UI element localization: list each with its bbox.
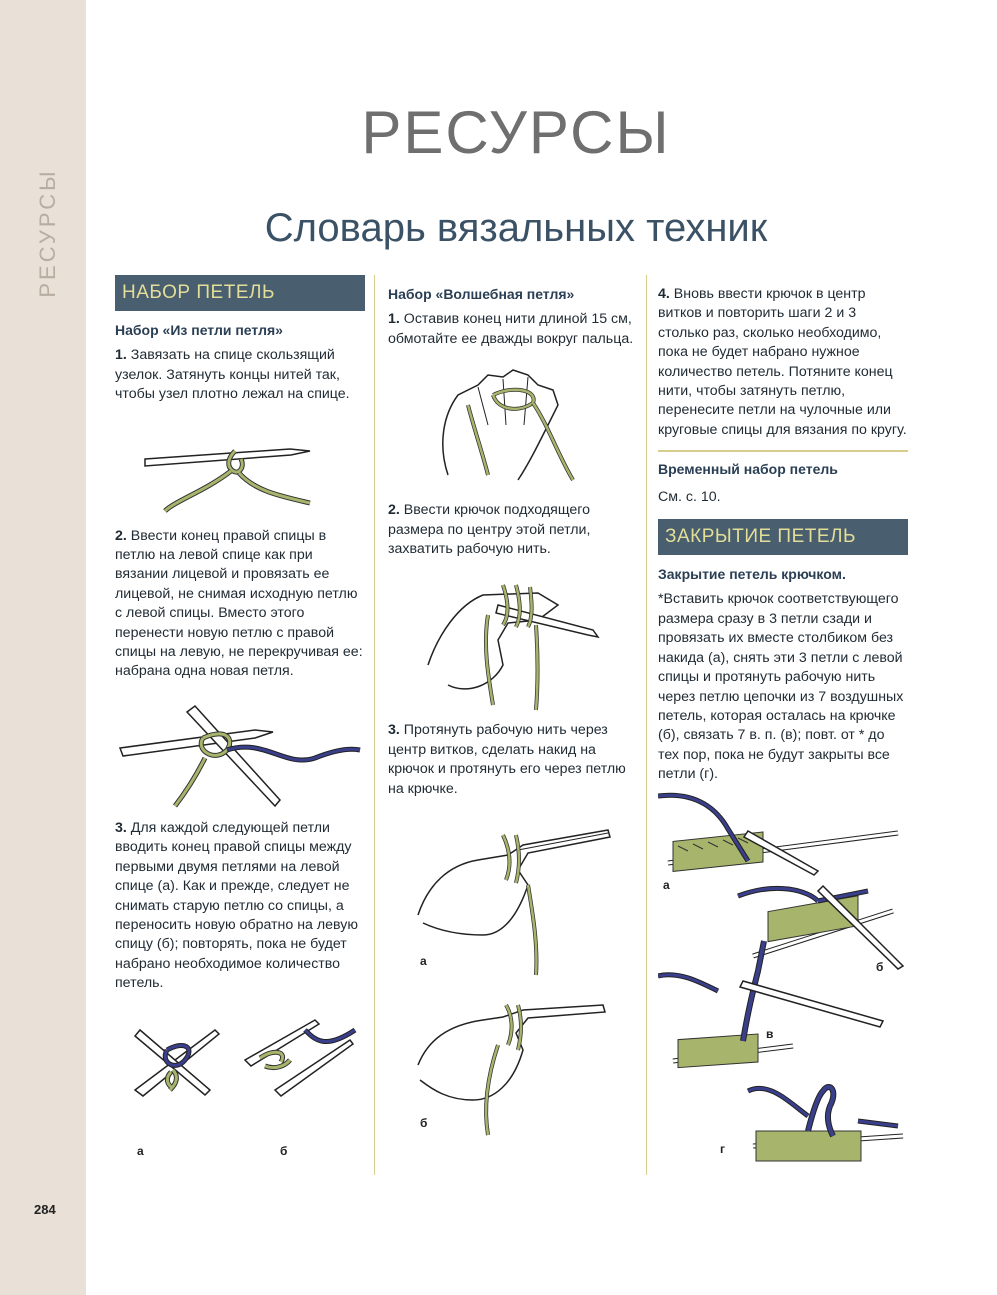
- step-1: 1. Завязать на спице скользящий узелок. Затянуть концы нитей так, чтобы узел плотно лежал на спице.: [115, 347, 350, 403]
- label-a: а: [137, 1143, 144, 1158]
- divider: [658, 450, 908, 452]
- label-a: а: [420, 954, 427, 969]
- label-b: б: [876, 959, 884, 974]
- column-magic-loop: [388, 275, 638, 1151]
- section-banner-cast-off: ЗАКРЫТИЕ ПЕТЕЛЬ: [658, 519, 908, 555]
- illustration-hand-wrap: [388, 355, 638, 495]
- column-cast-off: [658, 275, 908, 1182]
- step-4: 4. Вновь ввести крючок в центр витков и повторить шаги 2 и 3 столько раз, сколько необходимо, пока не будет набрано нужное количество петель. Потяните конец нити, чтобы затянуть петлю, перенесите петли на чулочные или круговые спицы для вязания по кругу.: [658, 286, 907, 438]
- label-b: б: [420, 1116, 428, 1131]
- cast-off-instructions: *Вставить крючок соответствующего размера сразу в 3 петли сзади и провязать их вместе столбиком без накида (а), снять эти 3 петли с левой спицы и протянуть рабочую нить через петлю цепочки из 7 воздушных петель, которая осталась на крючке (б), связать 7 в. п. (в); повт. от * до тех пор, пока не будут закрыты все петли (г).: [658, 591, 904, 783]
- illustration-cable-cast-on: [115, 1000, 365, 1160]
- step-3: 3. Протянуть рабочую нить через центр витков, сделать накид на крючок и протянуть его через петлю на крючке.: [388, 722, 626, 797]
- step-2: 2. Ввести крючок подходящего размера по центру этой петли, захватить рабочую нить.: [388, 502, 591, 558]
- illustration-slip-knot: [115, 411, 365, 521]
- label-a: а: [663, 877, 670, 892]
- page-subtitle: Словарь вязальных техник: [264, 206, 768, 250]
- label-b: б: [280, 1143, 288, 1158]
- illustration-knit-on: [115, 688, 365, 813]
- subhead-crochet-cast-off: Закрытие петель крючком.: [658, 566, 846, 583]
- subhead-magic-loop: Набор «Волшебная петля»: [388, 286, 575, 302]
- section-banner-cast-on: НАБОР ПЕТЕЛЬ: [115, 275, 365, 311]
- column-divider: [374, 275, 375, 1175]
- subhead-provisional: Временный набор петель: [658, 461, 838, 478]
- page-reference: См. с. 10.: [658, 488, 721, 505]
- subhead-loop-cast-on: Набор «Из петли петля»: [115, 322, 283, 338]
- column-divider: [646, 275, 647, 1175]
- side-section-label: РЕСУРСЫ: [35, 168, 60, 298]
- column-cast-on: [115, 275, 365, 1166]
- step-3: 3. Для каждой следующей петли вводить конец правой спицы между первыми двумя петлями на левой спице (а). Как и прежде, следует не снимать старую петлю со спицы, а переносить новую обратно на левую спицу (б); повторять, пока не будет набрано необходимое количество петель.: [115, 819, 359, 992]
- label-g: г: [720, 1141, 725, 1156]
- illustration-hook-insert: [388, 565, 638, 715]
- illustration-pull-through: [388, 805, 638, 1145]
- label-v: в: [766, 1026, 774, 1041]
- step-1: 1. Оставив конец нити длиной 15 см, обмотайте ее дважды вокруг пальца.: [388, 311, 634, 347]
- step-2: 2. Ввести конец правой спицы в петлю на левой спице как при вязании лицевой и провязать ее лицевой, не снимая исходную петлю с левой спицы. Вместо этого перенести новую петлю с правой спицы на левую, не перекручивая ее: набрана одна новая петля.: [115, 527, 363, 680]
- page-number: 284: [34, 1202, 56, 1217]
- illustration-crochet-bind-off: [658, 791, 908, 1176]
- page-title: РЕСУРСЫ: [361, 99, 671, 166]
